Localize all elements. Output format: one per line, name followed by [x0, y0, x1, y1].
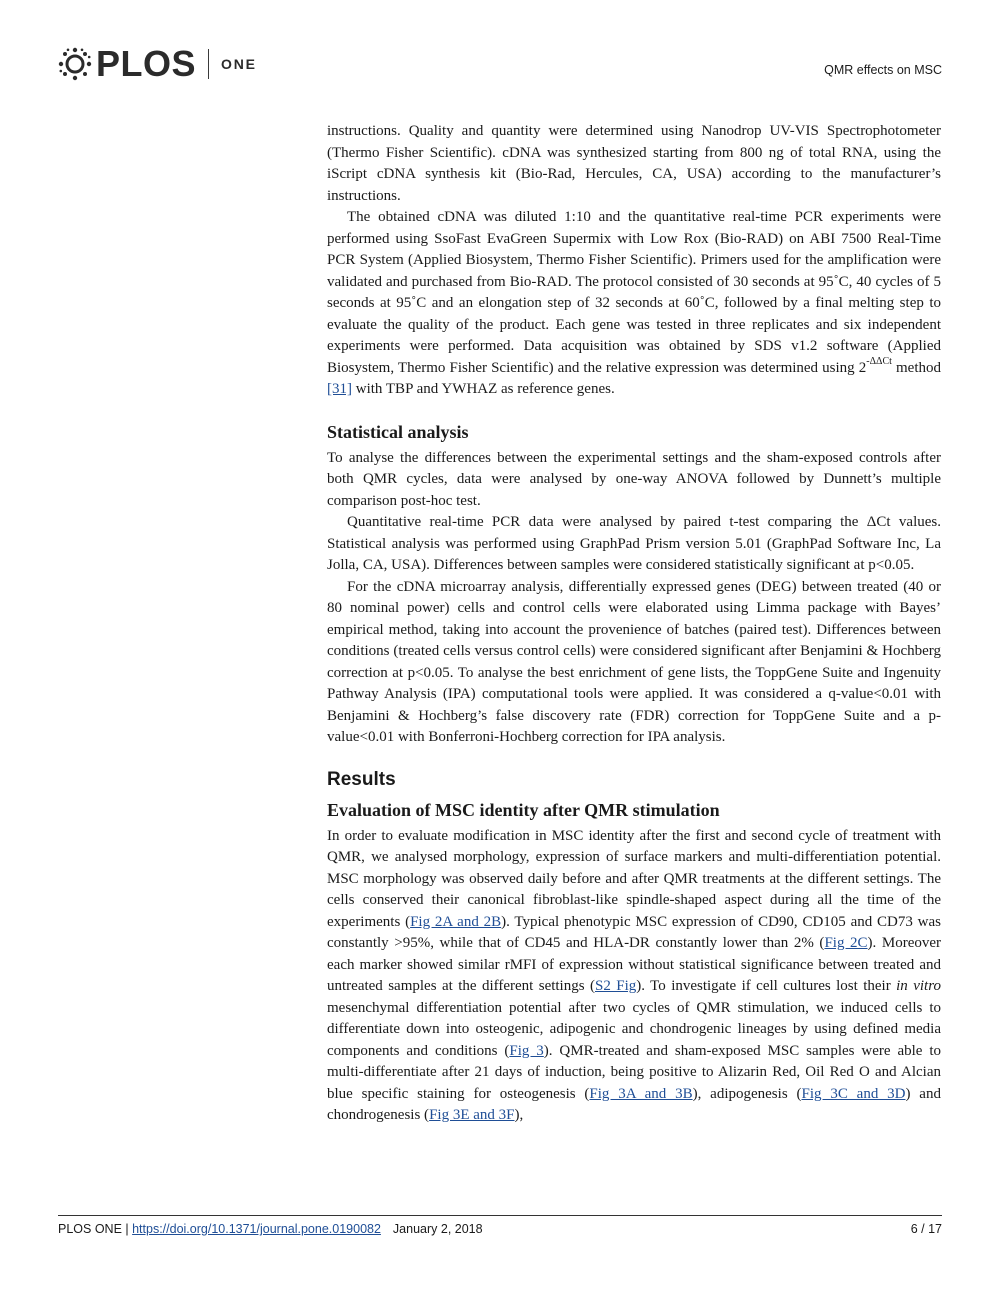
section-heading: Evaluation of MSC identity after QMR stimulation: [327, 799, 720, 820]
doi-link[interactable]: https://doi.org/10.1371/journal.pone.0190082: [132, 1222, 381, 1236]
running-head: QMR effects on MSC: [824, 63, 942, 77]
paragraph: In order to evaluate modification in MSC identity after the first and second cycle of treatment with QMR, we analysed morphology, expression of surface markers and multi-differentiation potential. MSC morphology was observed daily before and after QMR treatments at the different settings. The cells conserved their canonical fibroblast-like spindle-shaped aspect during all the time of the experiments (Fig 2A and 2B). Typical phenotypic MSC expression of CD90, CD105 and CD73 was constantly >95%, while that of CD45 and HLA-DR constantly lower than 2% (Fig 2C). Moreover each marker showed similar rMFI of expression without statistical significance between treated and untreated samples at the different settings (S2 Fig). To investigate if cell cultures lost their in vitro mesenchymal differentiation potential after two cycles of QMR stimulation, we induced cells to differentiate down into osteogenic, adipogenic and chondrogenic lineages by using defined media components and conditions (Fig 3). QMR-treated and sham-exposed MSC samples were able to multi-differentiate after 21 days of induction, being positive to Alizarin Red, Oil Red O and Alcian blue specific staining for osteogenesis (Fig 3A and 3B), adipogenesis (Fig 3C and 3D) and chondrogenesis (Fig 3E and 3F),: [327, 827, 942, 1123]
figure-link[interactable]: Fig 3E and 3F: [429, 1107, 515, 1123]
footer-journal: PLOS ONE |: [58, 1222, 133, 1236]
reference-link[interactable]: [31]: [327, 381, 352, 397]
figure-link[interactable]: Fig 2A and 2B: [410, 913, 502, 930]
logo-wordmark: PLOS: [96, 43, 197, 84]
figure-link[interactable]: Fig 3: [509, 1042, 544, 1059]
results-heading: Results: [327, 768, 396, 790]
paragraph: The obtained cDNA was diluted 1:10 and the quantitative real-time PCR experiments were performed using SsoFast EvaGreen Supermix with Low Rox (Bio-RAD) on ABI 7500 Real-Time PCR System (Applied Biosystem, Thermo Fisher Scientific). Primers used for the amplification were validated and purchased from Bio-RAD. The protocol consisted of 30 seconds at 95˚C, 40 cycles of 5 seconds at 95˚C and an elongation step of 32 seconds at 60˚C, followed by a final melting step to evaluate the quality of the product. Each gene was tested in three replicates and six independent experiments were performed. Data acquisition was obtained by SDS v1.2 software (Applied Biosystem, Thermo Fisher Scientific) and the relative expression was determined using $2^{-\Delta\Delta Ct}$ method [31] with TBP and YWHAZ as reference genes.: [327, 209, 941, 397]
publication-date: January 2, 2018: [392, 1222, 483, 1236]
footer-divider: [58, 1215, 942, 1216]
figure-link[interactable]: Fig 3A and 3B: [589, 1085, 693, 1102]
logo-divider: [208, 49, 209, 79]
figure-link[interactable]: Fig 3C and 3D: [801, 1085, 906, 1102]
section-heading: Statistical analysis: [327, 421, 469, 442]
page-number: 6 / 17: [910, 1222, 942, 1236]
journal-logo: [58, 42, 257, 86]
figure-link[interactable]: S2 Fig: [594, 978, 637, 994]
superscript: -ΔΔCt: [866, 355, 892, 367]
plos-sun-logo-icon: [58, 47, 92, 81]
logo-subtitle: ONE: [221, 56, 257, 72]
paragraph: Quantitative real-time PCR data were analysed by paired t-test comparing the ΔCt values. Statistical analysis was performed using GraphPad Prism version 5.01 (GraphPad Software Inc, La Jolla, CA, USA). Differences between samples were considered statistically significant at p<0.05.: [327, 514, 941, 573]
page-footer: [58, 1222, 942, 1236]
italic-term: in vitro: [896, 978, 941, 994]
article-body: [327, 121, 941, 1127]
paragraph: To analyse the differences between the experimental settings and the sham-exposed controls after both QMR cycles, data were analysed by one-way ANOVA followed by Dunnett’s multiple comparison post-hoc test.: [327, 449, 941, 509]
figure-link[interactable]: Fig 2C: [824, 935, 868, 951]
paragraph: instructions. Quality and quantity were determined using Nanodrop UV-VIS Spectrophotometer (Thermo Fisher Scientific). cDNA was synthesized starting from 800 ng of total RNA, using the iScript cDNA synthesis kit (Bio-Rad, Hercules, CA, USA) according to the manufacturer’s instructions.: [327, 123, 941, 204]
paragraph: For the cDNA microarray analysis, differentially expressed genes (DEG) between treated (40 or 80 nominal power) cells and control cells were elaborated using Limma package with Bayes’ empirical method, taking into account the provenience of batches (paired test). Differences between conditions (treated cells versus control cells) were considered significant after Benjamini & Hochberg correction at p<0.05. To analyse the best enrichment of gene lists, the ToppGene Suite and Ingenuity Pathway Analysis (IPA) computational tools were applied. It was considered a q-value<0.01 with Benjamini & Hochberg’s false discovery rate (FDR) correction for ToppGene Suite and a p-value<0.01 with Bonferroni-Hochberg correction for IPA analysis.: [327, 578, 941, 745]
